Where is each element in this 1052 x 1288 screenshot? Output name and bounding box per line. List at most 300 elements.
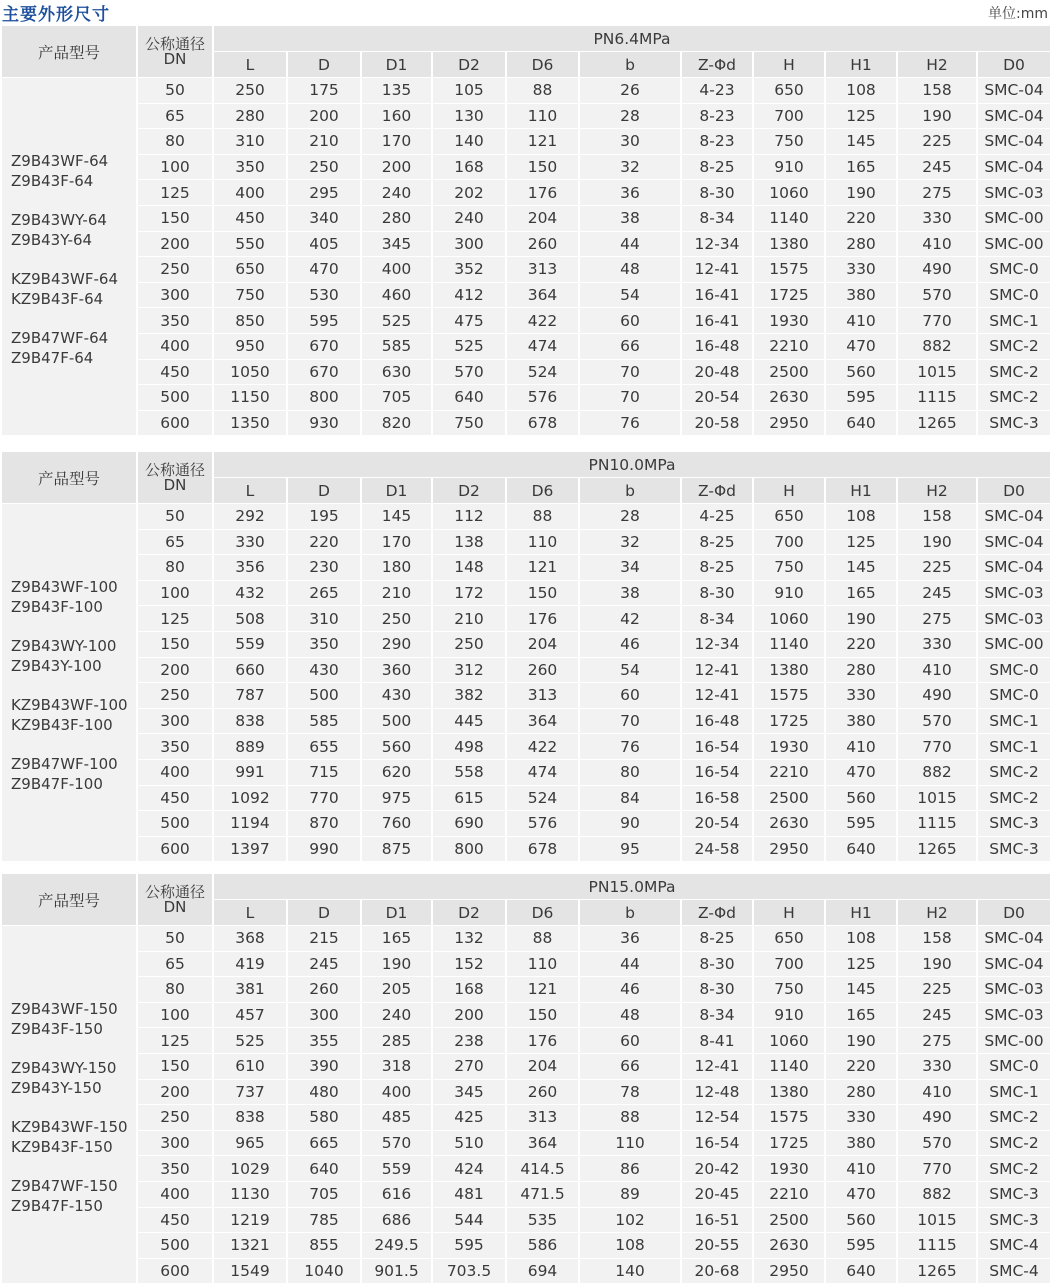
value-cell: 130: [433, 104, 507, 130]
value-cell: 80: [580, 760, 682, 786]
page-title: 主要外形尺寸: [2, 5, 110, 25]
value-cell: 1321: [214, 1233, 288, 1259]
value-cell: 250: [214, 78, 288, 104]
value-cell: 615: [433, 786, 507, 812]
value-cell: 4-25: [682, 504, 754, 530]
value-cell: 485: [362, 1105, 433, 1131]
value-cell: 90: [580, 811, 682, 837]
value-cell: SMC-3: [978, 1182, 1050, 1208]
value-cell: 8-34: [682, 206, 754, 232]
value-cell: 20-55: [682, 1233, 754, 1259]
value-cell: 20-54: [682, 385, 754, 411]
nominal-diameter-header: [138, 26, 214, 78]
page-header: [0, 0, 1052, 24]
column-header: b: [580, 900, 682, 926]
value-cell: 292: [214, 504, 288, 530]
value-cell: 190: [898, 104, 978, 130]
column-header: D2: [433, 478, 507, 504]
value-cell: 1930: [754, 308, 826, 334]
pressure-rating: PN10.0MPa: [214, 452, 1050, 478]
value-cell: 138: [433, 530, 507, 556]
value-cell: 595: [288, 308, 362, 334]
column-header: H1: [826, 478, 898, 504]
value-cell: 1930: [754, 1156, 826, 1182]
value-cell: 110: [507, 952, 580, 978]
value-cell: 89: [580, 1182, 682, 1208]
value-cell: SMC-2: [978, 1105, 1050, 1131]
value-cell: 260: [288, 977, 362, 1003]
model-name: Z9B43Y-100: [11, 656, 102, 675]
value-cell: 210: [288, 129, 362, 155]
dn-cell: 350: [138, 1156, 214, 1182]
dn-cell: 50: [138, 926, 214, 952]
column-header: D2: [433, 52, 507, 78]
value-cell: 16-48: [682, 334, 754, 360]
value-cell: 410: [898, 1080, 978, 1106]
dn-cell: 50: [138, 78, 214, 104]
model-group: [11, 695, 136, 735]
value-cell: 245: [898, 1003, 978, 1029]
value-cell: 32: [580, 155, 682, 181]
value-cell: 595: [826, 385, 898, 411]
value-cell: SMC-4: [978, 1233, 1050, 1259]
value-cell: 20-42: [682, 1156, 754, 1182]
value-cell: 1015: [898, 1208, 978, 1234]
value-cell: 176: [507, 1028, 580, 1054]
table-row: [2, 786, 1050, 812]
value-cell: 190: [898, 952, 978, 978]
table-row: [2, 1080, 1050, 1106]
dn-cell: 450: [138, 360, 214, 386]
product-models: [2, 78, 138, 436]
dn-cell: 150: [138, 632, 214, 658]
value-cell: 508: [214, 606, 288, 632]
model-name: KZ9B43F-150: [11, 1137, 113, 1156]
table-row: [2, 1233, 1050, 1259]
value-cell: 650: [754, 504, 826, 530]
model-name: Z9B43WY-64: [11, 210, 107, 229]
model-group: [11, 636, 136, 676]
value-cell: SMC-2: [978, 760, 1050, 786]
model-name: Z9B47WF-64: [11, 328, 109, 347]
value-cell: 112: [433, 504, 507, 530]
value-cell: 204: [507, 632, 580, 658]
table-row: [2, 658, 1050, 684]
value-cell: 70: [580, 385, 682, 411]
value-cell: 410: [826, 734, 898, 760]
value-cell: 66: [580, 334, 682, 360]
value-cell: 770: [898, 1156, 978, 1182]
value-cell: 355: [288, 1028, 362, 1054]
value-cell: 280: [826, 658, 898, 684]
value-cell: SMC-04: [978, 952, 1050, 978]
value-cell: SMC-04: [978, 78, 1050, 104]
nominal-diameter-header: [138, 452, 214, 504]
value-cell: 1115: [898, 385, 978, 411]
value-cell: 8-41: [682, 1028, 754, 1054]
value-cell: 36: [580, 180, 682, 206]
value-cell: 24-58: [682, 837, 754, 863]
value-cell: 901.5: [362, 1259, 433, 1285]
value-cell: 500: [362, 709, 433, 735]
value-cell: 498: [433, 734, 507, 760]
value-cell: 525: [362, 308, 433, 334]
value-cell: SMC-1: [978, 734, 1050, 760]
value-cell: 125: [826, 530, 898, 556]
value-cell: 1549: [214, 1259, 288, 1285]
dn-cell: 200: [138, 658, 214, 684]
value-cell: 650: [754, 78, 826, 104]
pressure-rating: PN6.4MPa: [214, 26, 1050, 52]
value-cell: 360: [362, 658, 433, 684]
value-cell: 559: [362, 1156, 433, 1182]
value-cell: 910: [754, 1003, 826, 1029]
value-cell: 46: [580, 977, 682, 1003]
value-cell: 150: [507, 581, 580, 607]
value-cell: 8-30: [682, 180, 754, 206]
value-cell: 1219: [214, 1208, 288, 1234]
value-cell: 70: [580, 709, 682, 735]
value-cell: 560: [826, 360, 898, 386]
value-cell: 705: [288, 1182, 362, 1208]
dn-cell: 350: [138, 734, 214, 760]
value-cell: 535: [507, 1208, 580, 1234]
value-cell: 390: [288, 1054, 362, 1080]
table-row: [2, 104, 1050, 130]
value-cell: 1040: [288, 1259, 362, 1285]
value-cell: 950: [214, 334, 288, 360]
value-cell: 470: [826, 760, 898, 786]
value-cell: 60: [580, 683, 682, 709]
model-name: KZ9B43F-100: [11, 715, 113, 734]
value-cell: 240: [362, 180, 433, 206]
value-cell: 245: [898, 155, 978, 181]
value-cell: 558: [433, 760, 507, 786]
value-cell: 882: [898, 760, 978, 786]
model-name: Z9B43WY-100: [11, 636, 117, 655]
value-cell: 1380: [754, 658, 826, 684]
value-cell: 102: [580, 1208, 682, 1234]
value-cell: 250: [433, 632, 507, 658]
value-cell: 559: [214, 632, 288, 658]
model-name: Z9B43Y-150: [11, 1078, 102, 1097]
value-cell: 12-54: [682, 1105, 754, 1131]
value-cell: 1380: [754, 232, 826, 258]
value-cell: 230: [288, 555, 362, 581]
product-model-header: 产品型号: [2, 452, 138, 504]
value-cell: 630: [362, 360, 433, 386]
value-cell: 1115: [898, 1233, 978, 1259]
value-cell: 176: [507, 180, 580, 206]
value-cell: 46: [580, 632, 682, 658]
value-cell: 202: [433, 180, 507, 206]
value-cell: 965: [214, 1131, 288, 1157]
value-cell: 838: [214, 709, 288, 735]
value-cell: 595: [826, 1233, 898, 1259]
value-cell: 220: [826, 632, 898, 658]
pressure-rating: PN15.0MPa: [214, 874, 1050, 900]
value-cell: 70: [580, 360, 682, 386]
value-cell: 1575: [754, 257, 826, 283]
table-row: [2, 811, 1050, 837]
value-cell: 616: [362, 1182, 433, 1208]
value-cell: 172: [433, 581, 507, 607]
value-cell: 889: [214, 734, 288, 760]
value-cell: 260: [507, 1080, 580, 1106]
value-cell: 2500: [754, 360, 826, 386]
value-cell: 640: [826, 1259, 898, 1285]
value-cell: SMC-2: [978, 360, 1050, 386]
value-cell: 570: [898, 709, 978, 735]
value-cell: 1140: [754, 632, 826, 658]
value-cell: SMC-3: [978, 1208, 1050, 1234]
value-cell: 850: [214, 308, 288, 334]
value-cell: 585: [362, 334, 433, 360]
value-cell: 585: [288, 709, 362, 735]
value-cell: 20-48: [682, 360, 754, 386]
product-model-header: 产品型号: [2, 26, 138, 78]
column-header: D6: [507, 900, 580, 926]
value-cell: 364: [507, 1131, 580, 1157]
value-cell: 2210: [754, 334, 826, 360]
value-cell: 640: [433, 385, 507, 411]
column-header: b: [580, 478, 682, 504]
value-cell: 524: [507, 786, 580, 812]
dn-header-top: 公称通径: [144, 882, 205, 901]
value-cell: 975: [362, 786, 433, 812]
value-cell: 471.5: [507, 1182, 580, 1208]
value-cell: 1725: [754, 709, 826, 735]
value-cell: 1930: [754, 734, 826, 760]
value-cell: 8-23: [682, 129, 754, 155]
value-cell: 595: [433, 1233, 507, 1259]
unit-label: 单位:mm: [988, 6, 1048, 22]
dimension-table-2: [2, 452, 1050, 862]
dn-cell: 600: [138, 411, 214, 437]
value-cell: 60: [580, 1028, 682, 1054]
value-cell: 195: [288, 504, 362, 530]
value-cell: 245: [898, 581, 978, 607]
value-cell: 8-23: [682, 104, 754, 130]
value-cell: 580: [288, 1105, 362, 1131]
value-cell: 694: [507, 1259, 580, 1285]
value-cell: 1060: [754, 606, 826, 632]
value-cell: 991: [214, 760, 288, 786]
dn-cell: 250: [138, 1105, 214, 1131]
value-cell: 1575: [754, 1105, 826, 1131]
dn-cell: 400: [138, 334, 214, 360]
value-cell: 410: [898, 658, 978, 684]
value-cell: 381: [214, 977, 288, 1003]
value-cell: 1029: [214, 1156, 288, 1182]
value-cell: 38: [580, 581, 682, 607]
value-cell: 125: [826, 104, 898, 130]
value-cell: 86: [580, 1156, 682, 1182]
value-cell: 135: [362, 78, 433, 104]
value-cell: 410: [826, 1156, 898, 1182]
value-cell: 530: [288, 283, 362, 309]
value-cell: 525: [433, 334, 507, 360]
value-cell: 1725: [754, 283, 826, 309]
dn-cell: 125: [138, 180, 214, 206]
dn-cell: 450: [138, 1208, 214, 1234]
dn-cell: 150: [138, 206, 214, 232]
column-header: D1: [362, 900, 433, 926]
value-cell: 12-41: [682, 658, 754, 684]
value-cell: 16-54: [682, 734, 754, 760]
column-header: H2: [898, 900, 978, 926]
dn-cell: 80: [138, 555, 214, 581]
dn-header-bottom: DN: [163, 49, 187, 68]
table-row: [2, 78, 1050, 104]
value-cell: 660: [214, 658, 288, 684]
value-cell: 34: [580, 555, 682, 581]
value-cell: SMC-3: [978, 811, 1050, 837]
value-cell: 356: [214, 555, 288, 581]
value-cell: 400: [214, 180, 288, 206]
value-cell: 1140: [754, 1054, 826, 1080]
dimension-table-3: [2, 874, 1050, 1284]
value-cell: 770: [898, 734, 978, 760]
value-cell: 595: [826, 811, 898, 837]
table-row: [2, 683, 1050, 709]
model-name: Z9B43Y-64: [11, 230, 93, 249]
value-cell: 200: [433, 1003, 507, 1029]
model-group: [11, 1117, 136, 1157]
model-group: [11, 328, 136, 368]
table-row: [2, 952, 1050, 978]
value-cell: SMC-0: [978, 1054, 1050, 1080]
value-cell: SMC-04: [978, 504, 1050, 530]
value-cell: 8-34: [682, 1003, 754, 1029]
value-cell: 8-30: [682, 977, 754, 1003]
product-models: [2, 504, 138, 862]
value-cell: 220: [826, 1054, 898, 1080]
value-cell: SMC-00: [978, 232, 1050, 258]
value-cell: SMC-2: [978, 786, 1050, 812]
value-cell: 121: [507, 129, 580, 155]
table-row: [2, 1259, 1050, 1285]
value-cell: 175: [288, 78, 362, 104]
value-cell: 1015: [898, 786, 978, 812]
column-header: H: [754, 52, 826, 78]
value-cell: 44: [580, 952, 682, 978]
table-row: [2, 232, 1050, 258]
column-header: L: [214, 478, 288, 504]
dn-cell: 100: [138, 1003, 214, 1029]
value-cell: 1092: [214, 786, 288, 812]
value-cell: 190: [826, 606, 898, 632]
value-cell: 88: [580, 1105, 682, 1131]
value-cell: 432: [214, 581, 288, 607]
value-cell: 345: [362, 232, 433, 258]
value-cell: 910: [754, 581, 826, 607]
value-cell: 108: [826, 926, 898, 952]
value-cell: 620: [362, 760, 433, 786]
value-cell: 475: [433, 308, 507, 334]
value-cell: 715: [288, 760, 362, 786]
table-row: [2, 1028, 1050, 1054]
column-header: D: [288, 52, 362, 78]
table-row: [2, 530, 1050, 556]
dn-cell: 450: [138, 786, 214, 812]
value-cell: 270: [433, 1054, 507, 1080]
value-cell: 275: [898, 180, 978, 206]
value-cell: 430: [362, 683, 433, 709]
value-cell: 105: [433, 78, 507, 104]
value-cell: 1060: [754, 1028, 826, 1054]
value-cell: 700: [754, 952, 826, 978]
value-cell: 12-41: [682, 1054, 754, 1080]
value-cell: 560: [826, 786, 898, 812]
value-cell: 500: [288, 683, 362, 709]
value-cell: 576: [507, 385, 580, 411]
value-cell: 2630: [754, 385, 826, 411]
table-row: [2, 385, 1050, 411]
value-cell: 330: [898, 1054, 978, 1080]
value-cell: 16-54: [682, 1131, 754, 1157]
value-cell: 665: [288, 1131, 362, 1157]
model-group: [11, 754, 136, 794]
value-cell: 737: [214, 1080, 288, 1106]
value-cell: 250: [362, 606, 433, 632]
model-group: [11, 1176, 136, 1216]
value-cell: 1015: [898, 360, 978, 386]
model-name: Z9B43F-64: [11, 171, 94, 190]
model-group: [11, 210, 136, 250]
value-cell: 16-41: [682, 283, 754, 309]
value-cell: 200: [288, 104, 362, 130]
value-cell: 760: [362, 811, 433, 837]
value-cell: 240: [362, 1003, 433, 1029]
value-cell: 330: [826, 683, 898, 709]
dn-cell: 400: [138, 1182, 214, 1208]
model-name: Z9B43WF-100: [11, 577, 118, 596]
value-cell: 158: [898, 926, 978, 952]
value-cell: 870: [288, 811, 362, 837]
value-cell: 28: [580, 504, 682, 530]
value-cell: SMC-0: [978, 658, 1050, 684]
value-cell: 670: [288, 360, 362, 386]
table-row: [2, 926, 1050, 952]
value-cell: 2210: [754, 1182, 826, 1208]
value-cell: SMC-00: [978, 1028, 1050, 1054]
value-cell: 300: [433, 232, 507, 258]
value-cell: 350: [288, 632, 362, 658]
value-cell: 280: [214, 104, 288, 130]
value-cell: 250: [288, 155, 362, 181]
value-cell: 770: [288, 786, 362, 812]
value-cell: 1050: [214, 360, 288, 386]
value-cell: 44: [580, 232, 682, 258]
value-cell: 210: [433, 606, 507, 632]
table-row: [2, 1131, 1050, 1157]
value-cell: 610: [214, 1054, 288, 1080]
value-cell: 910: [754, 155, 826, 181]
value-cell: 165: [826, 581, 898, 607]
table-row: [2, 1208, 1050, 1234]
value-cell: 405: [288, 232, 362, 258]
value-cell: 78: [580, 1080, 682, 1106]
value-cell: 36: [580, 926, 682, 952]
column-header: Z-Φd: [682, 900, 754, 926]
table-row: [2, 632, 1050, 658]
value-cell: 550: [214, 232, 288, 258]
value-cell: 148: [433, 555, 507, 581]
value-cell: 380: [826, 709, 898, 735]
value-cell: 770: [898, 308, 978, 334]
value-cell: 95: [580, 837, 682, 863]
